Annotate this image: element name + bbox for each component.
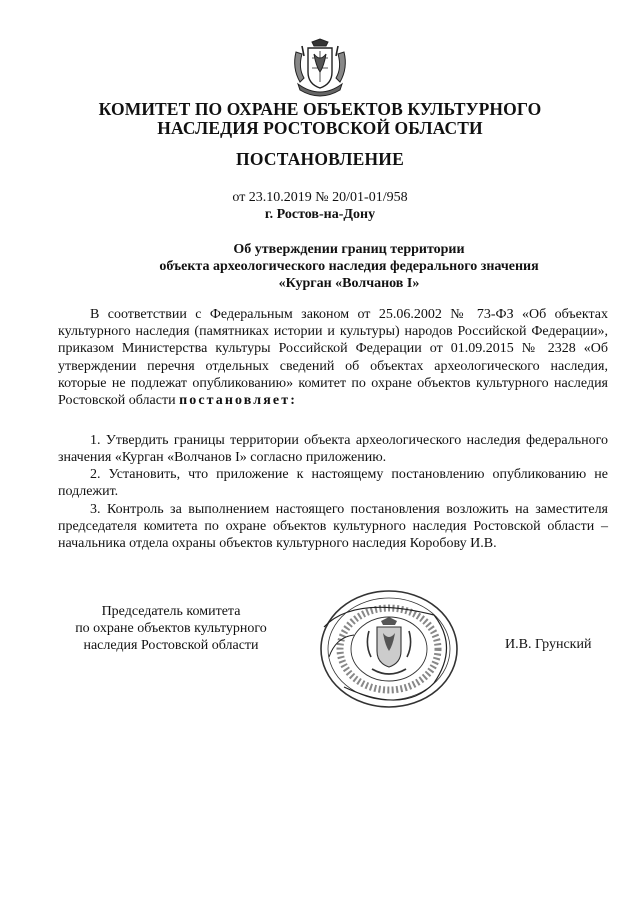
org-line-1: КОМИТЕТ ПО ОХРАНЕ ОБЪЕКТОВ КУЛЬТУРНОГО [98, 99, 542, 119]
city: г. Ростов-на-Дону [264, 207, 376, 222]
document-subject [60, 241, 580, 292]
organization-name [60, 100, 580, 138]
resolves-word: постановляет: [179, 393, 297, 409]
signatory-title-line-1: Председатель комитета [101, 604, 241, 619]
coat-of-arms-icon [290, 38, 350, 100]
preamble-text: В соответствии с Федеральным законом от 25.06.2002 № 73-ФЗ «Об объектах культурного наследия (памятниках истории и культуры) народов Российской Федерации», приказом Министерства культуры Российской Федерации от 01.09.2015 № 2328 «Об утверждении перечня отдельных сведений об объектах археологического наследия, которые не подлежат опубликованию» комитет по охране объектов культурного наследия Ростовской области [58, 307, 608, 409]
subject-line-2: объекта археологического наследия федерального значения [159, 259, 539, 274]
subject-line-1: Об утверждении границ территории [233, 242, 465, 257]
seal-icon [314, 587, 464, 711]
item-1: 1. Утвердить границы территории объекта археологического наследия федерального значения «Курган «Волчанов I» согласно приложению. [58, 433, 608, 466]
signatory-title-line-2: по охране объектов культурного [75, 621, 267, 636]
item-3: 3. Контроль за выполнением настоящего постановления возложить на заместителя председателя комитета по охране объектов культурного наследия Ростовской области – начальника отдела охраны объектов культурного наследия Коробову И.В. [58, 502, 608, 552]
org-line-2: НАСЛЕДИЯ РОСТОВСКОЙ ОБЛАСТИ [157, 118, 483, 138]
item-2: 2. Установить, что приложение к настоящему постановлению опубликованию не подлежит. [58, 467, 608, 500]
document-meta [60, 189, 580, 223]
signatory-title-line-3: наследия Ростовской области [83, 638, 259, 653]
preamble-paragraph [58, 306, 608, 409]
date-number: от 23.10.2019 № 20/01-01/958 [232, 190, 408, 205]
signatory-title [56, 603, 286, 654]
document-type: ПОСТАНОВЛЕНИЕ [236, 149, 404, 169]
subject-line-3: «Курган «Волчанов I» [278, 276, 420, 291]
signatory-name: И.В. Грунский [505, 637, 592, 652]
